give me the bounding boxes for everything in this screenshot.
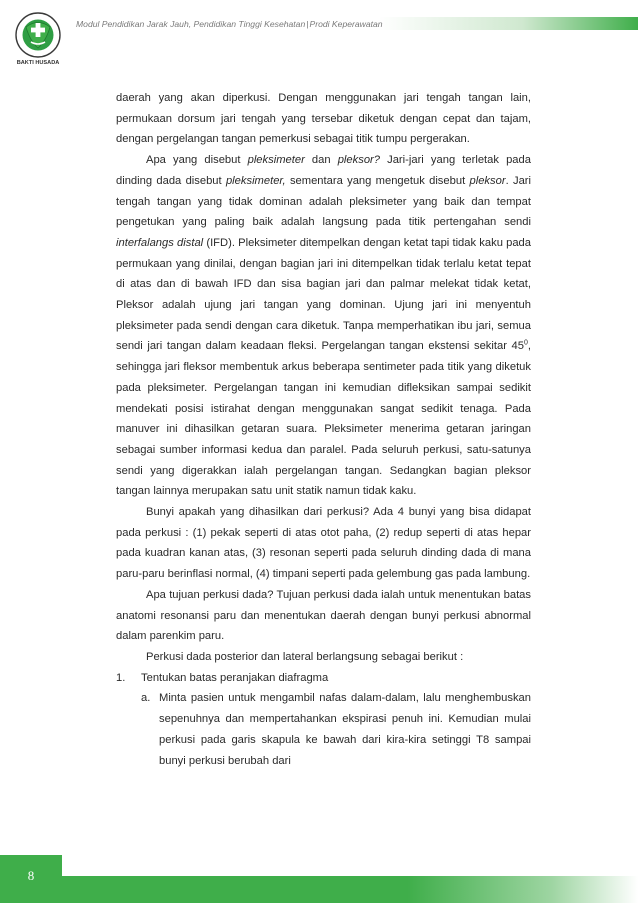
paragraph-3: Bunyi apakah yang dihasilkan dari perkusi? Ada 4 bunyi yang bisa didapat pada perkusi : (1) pekak seperti di atas otot paha, (2) redup seperti di atas hepar pada kuadran kanan atas, (3) resonan seperti pada seluruh dinding dada di mana paru-paru berinflasi normal, (4) timpani seperti pada gelembung gas pada lambung. xyxy=(116,506,531,581)
list-item-1 xyxy=(116,668,531,689)
page-number: 8 xyxy=(27,868,35,883)
body-text xyxy=(116,88,531,771)
list-item-text: Tentukan batas peranjakan diafragma xyxy=(141,671,329,684)
header-title-left: Modul Pendidikan Jarak Jauh, Pendidikan Tinggi Kesehatan xyxy=(76,19,306,29)
sublist-letter: a. xyxy=(141,692,151,705)
sublist-item-text: Minta pasien untuk mengambil nafas dalam-dalam, lalu menghembuskan sepenuhnya dan mempertahankan ekspirasi penuh ini. Kemudian mulai perkusi pada garis skapula ke bawah dari kira-kira setinggi T8 sampai bunyi perkusi berubah dari xyxy=(159,692,531,767)
running-header xyxy=(76,18,383,30)
header-title-right: Prodi Keperawatan xyxy=(309,19,383,29)
paragraph-4: Apa tujuan perkusi dada? Tujuan perkusi dada ialah untuk menentukan batas anatomi resonansi paru dan menentukan daerah dengan bunyi perkusi abnormal dalam parenkim paru. xyxy=(116,588,531,643)
paragraph-1: daerah yang akan diperkusi. Dengan menggunakan jari tengah tangan lain, permukaan dorsum jari tengah yang tersebar diketuk dengan cepat dan tajam, dengan pergelangan tangan pemerkusi sebagai titik tumpu pergerakan. xyxy=(116,92,531,146)
logo-lettering: BAKTI HUSADA xyxy=(16,60,60,66)
footer-bar xyxy=(62,876,638,903)
list-number: 1. xyxy=(116,671,126,684)
sublist-item-a xyxy=(116,688,531,771)
paragraph-5: Perkusi dada posterior dan lateral berlangsung sebagai berikut : xyxy=(146,650,464,663)
bakti-husada-logo xyxy=(13,8,63,70)
paragraph-2: Apa yang disebut pleksimeter dan pleksor? Jari-jari yang terletak pada dinding dada disebut pleksimeter, sementara yang mengetuk disebut pleksor. Jari tengah tangan yang tidak dominan adalah pleksimeter yang baik dan tempat pengetukan yang paling baik adalah langsung pada titik pertengahan sendi interfalangs distal (IFD). Pleksimeter ditempelkan dengan ketat tapi tidak kaku pada permukaan yang dinilai, dengan bagian jari ini ditempelkan tidak terlalu ketat tepat di atas dan di bawah IFD dan sisa bagian jari dan palmar melekat tidak ketat, Pleksor adalah ujung jari tangan yang dominan. Ujung jari ini menyentuh pleksimeter pada sendi dengan cara diketuk. Tanpa memperhatikan ibu jari, semua sendi jari tangan dalam keadaan fleksi. Pergelangan tangan ekstensi sekitar $45^0$, sehingga jari fleksor membentuk arkus beberapa sentimeter pada titik yang diketuk pada pleksimeter. Pergelangan tangan ini kemudian difleksikan sampai sedikit mendekati posisi istirahat dengan menggunakan sangat sedikit tenaga. Pada manuver ini dihasilkan getaran suara. Pleksimeter menerima getaran jaringan sebagai sumber informasi kedua dan paralel. Pada seluruh perkusi, satu-satunya sendi yang digerakkan ialah pergelangan tangan. Sedangkan bagian pleksor tangan lainnya merupakan satu unit statik namun tidak kaku. xyxy=(116,154,531,498)
header-separator: | xyxy=(306,19,309,29)
